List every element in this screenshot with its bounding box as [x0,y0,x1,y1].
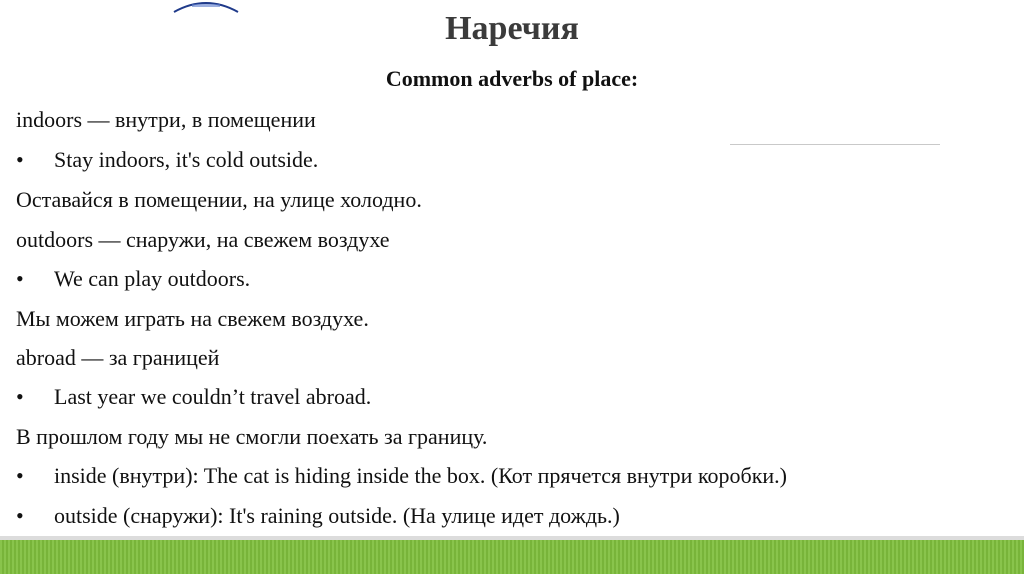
list-item [16,187,422,213]
line-text: inside (внутри): The cat is hiding inside the box. (Кот прячется внутри коробки.) [54,463,787,488]
list-item [16,345,219,371]
line-text: We can play outdoors. [54,266,251,291]
line-text: abroad — за границей [16,345,220,370]
list-item [16,107,316,133]
list-item [16,266,250,292]
list-item [16,463,787,489]
line-text: indoors — внутри, в помещении [16,107,316,132]
page-title: Наречия [445,10,579,47]
footer-accent-bar [0,540,1024,574]
page-subtitle: Common adverbs of place: [385,66,639,91]
list-item [16,147,318,173]
line-text: Мы можем играть на свежем воздухе. [16,306,369,331]
bullet-icon: • [16,266,24,291]
line-text: Last year we couldn’t travel abroad. [54,384,372,409]
bullet-icon: • [16,503,24,528]
list-item [16,384,371,410]
list-item [16,227,390,253]
bullet-icon: • [16,463,24,488]
bullet-icon: • [16,384,24,409]
list-item [16,424,487,450]
line-text: outdoors — снаружи, на свежем воздухе [16,227,390,252]
divider [730,144,940,145]
list-item [16,306,369,332]
line-text: Stay indoors, it's cold outside. [54,147,319,172]
line-text: outside (снаружи): It's raining outside. (На улице идет дождь.) [54,503,620,528]
bullet-icon: • [16,147,24,172]
line-text: В прошлом году мы не смогли поехать за границу. [16,424,488,449]
list-item [16,503,620,529]
line-text: Оставайся в помещении, на улице холодно. [16,187,422,212]
